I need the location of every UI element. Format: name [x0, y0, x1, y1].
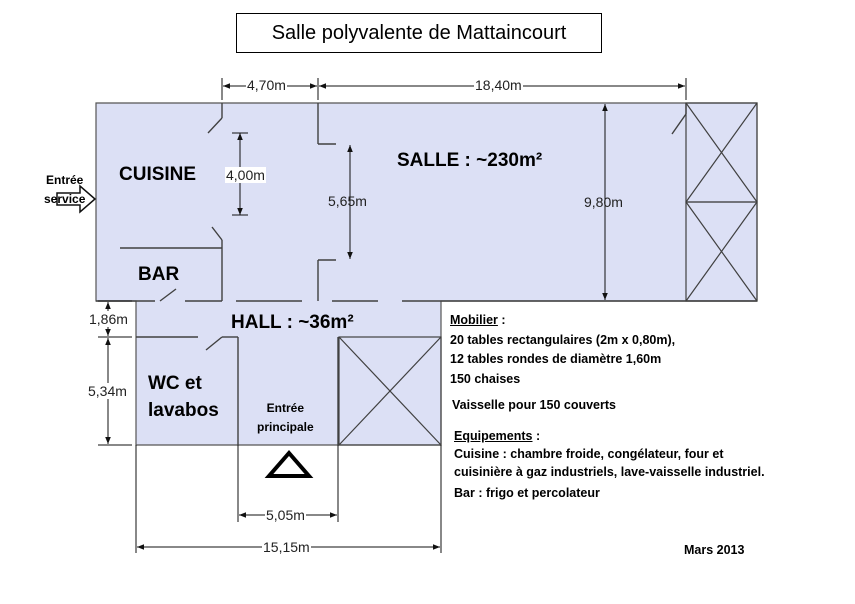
mobilier-heading	[450, 311, 675, 331]
main-entry-line-1: Entrée	[266, 401, 305, 415]
mobilier-line-2: 12 tables rondes de diamètre 1,60m	[450, 352, 662, 366]
equipements-cuisine-line-2: cuisinière à gaz industriels, lave-vaisselle industriel.	[454, 465, 765, 479]
mobilier-heading-text: Mobilier	[450, 313, 498, 327]
room-label-hall: HALL : ~36m²	[231, 312, 354, 333]
service-entry-line-2: service	[44, 192, 86, 206]
equipements-heading-colon: :	[532, 429, 541, 443]
room-label-cuisine: CUISINE	[119, 164, 197, 185]
mobilier-block	[450, 311, 675, 389]
dim-label-wc-height: 5,34m	[88, 383, 127, 399]
equipements-bar-line: Bar : frigo et percolateur	[454, 486, 600, 500]
room-label-bar: BAR	[138, 264, 180, 285]
dim-label-total-width: 15,15m	[263, 539, 310, 555]
service-entry-line-1: Entrée	[46, 173, 84, 187]
mobilier-line-3: 150 chaises	[450, 371, 521, 386]
dim-label-entree-width: 5,05m	[266, 507, 305, 523]
main-entry-line-2: principale	[257, 420, 314, 434]
plan-date: Mars 2013	[684, 543, 745, 557]
vaisselle-line: Vaisselle pour 150 couverts	[452, 398, 616, 412]
wc-line-1: WC et	[148, 373, 202, 394]
dim-label-top-right: 18,40m	[475, 77, 522, 93]
dim-label-salle-door: 5,65m	[328, 193, 367, 209]
service-entry-label	[44, 171, 85, 209]
dim-label-cuisine-door: 4,00m	[226, 167, 265, 183]
equipements-heading	[454, 427, 765, 445]
main-entry-label	[257, 399, 314, 437]
dim-label-top-left: 4,70m	[247, 77, 286, 93]
mobilier-heading-colon: :	[497, 313, 506, 327]
equipements-heading-text: Equipements	[454, 429, 533, 443]
plan-title: Salle polyvalente de Mattaincourt	[236, 13, 602, 53]
dim-label-hall-height: 1,86m	[89, 311, 128, 327]
mobilier-line-1: 20 tables rectangulaires (2m x 0,80m),	[450, 332, 676, 347]
room-label-wc	[148, 370, 219, 424]
equipements-cuisine-line-1: Cuisine : chambre froide, congélateur, four et	[454, 447, 724, 461]
wc-line-2: lavabos	[148, 400, 219, 421]
main-entrance-triangle-icon	[269, 453, 309, 476]
dim-label-salle-height: 9,80m	[584, 194, 623, 210]
equipements-block	[454, 427, 765, 481]
room-label-salle: SALLE : ~230m²	[397, 150, 543, 171]
